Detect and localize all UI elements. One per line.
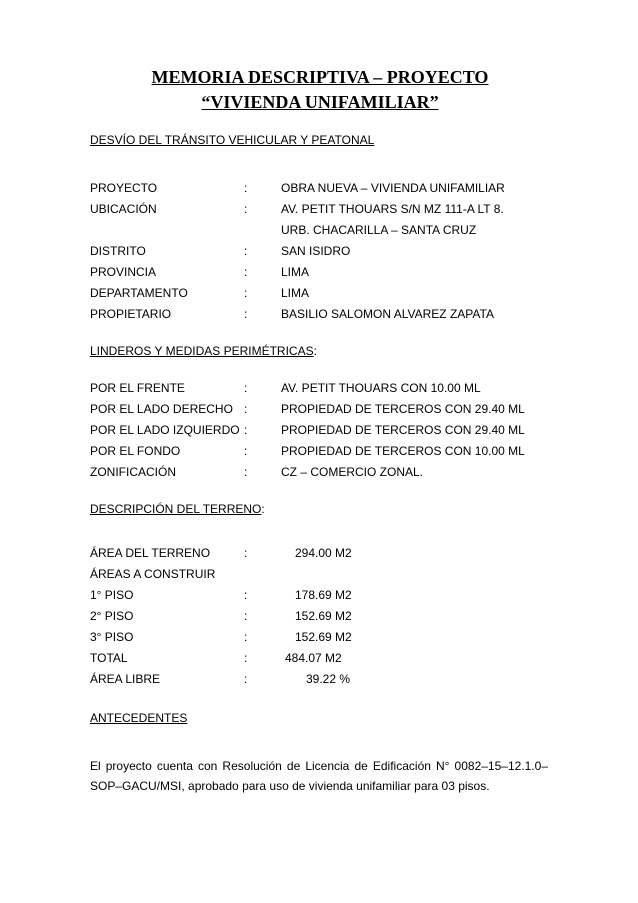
area-label-terreno: ÁREA DEL TERRENO bbox=[90, 546, 211, 560]
area-label-libre: ÁREA LIBRE bbox=[90, 672, 161, 686]
area-label-total: TOTAL bbox=[90, 651, 128, 665]
field-colon: : bbox=[244, 244, 248, 258]
field-value-proyecto: OBRA NUEVA – VIVIENDA UNIFAMILIAR bbox=[281, 181, 505, 195]
area-label-construir: ÁREAS A CONSTRUIR bbox=[90, 567, 216, 581]
section-heading-terreno-text: DESCRIPCIÓN DEL TERRENO bbox=[90, 502, 262, 516]
area-value-libre: 39.22 % bbox=[306, 672, 351, 686]
section-heading-linderos-text: LINDEROS Y MEDIDAS PERIMÉTRICAS bbox=[90, 344, 314, 358]
field-value-ubicacion: AV. PETIT THOUARS S/N MZ 111-A LT 8. bbox=[281, 202, 504, 216]
area-value-total: 484.07 M2 bbox=[285, 651, 342, 665]
field-label-proyecto: PROYECTO bbox=[90, 181, 158, 195]
field-colon: : bbox=[244, 672, 248, 686]
field-value-ubicacion-line-2: URB. CHACARILLA – SANTA CRUZ bbox=[281, 223, 477, 237]
field-colon: : bbox=[244, 402, 248, 416]
section-heading-linderos bbox=[90, 343, 317, 359]
field-value-provincia: LIMA bbox=[281, 265, 310, 279]
area-value-piso-2: 152.69 M2 bbox=[295, 609, 352, 623]
field-colon: : bbox=[244, 546, 248, 560]
field-colon: : bbox=[244, 423, 248, 437]
area-value-piso-3: 152.69 M2 bbox=[295, 630, 352, 644]
field-label-distrito: DISTRITO bbox=[90, 244, 146, 258]
document-title-line-2: “VIVIENDA UNIFAMILIAR” bbox=[201, 92, 439, 112]
field-colon: : bbox=[244, 609, 248, 623]
lindero-value-zonificacion: CZ – COMERCIO ZONAL. bbox=[281, 465, 424, 479]
area-value-piso-1: 178.69 M2 bbox=[295, 588, 352, 602]
area-label-piso-2: 2° PISO bbox=[90, 609, 134, 623]
field-colon: : bbox=[244, 465, 248, 479]
lindero-label-fondo: POR EL FONDO bbox=[90, 444, 181, 458]
lindero-value-izquierdo: PROPIEDAD DE TERCEROS CON 29.40 ML bbox=[281, 423, 525, 437]
field-colon: : bbox=[244, 181, 248, 195]
field-colon: : bbox=[244, 286, 248, 300]
field-value-propietario: BASILIO SALOMON ALVAREZ ZAPATA bbox=[281, 307, 494, 321]
lindero-label-izquierdo: POR EL LADO IZQUIERDO bbox=[90, 423, 240, 437]
lindero-value-derecho: PROPIEDAD DE TERCEROS CON 29.40 ML bbox=[281, 402, 525, 416]
document-title-line-1: MEMORIA DESCRIPTIVA – PROYECTO bbox=[151, 67, 489, 87]
lindero-value-frente: AV. PETIT THOUARS CON 10.00 ML bbox=[281, 381, 481, 395]
field-colon: : bbox=[244, 265, 248, 279]
antecedentes-paragraph: El proyecto cuenta con Resolución de Licencia de Edificación N° 0082–15–12.1.0–SOP–GACU/MSI, aprobado para uso de vivienda unifamiliar para 03 pisos. bbox=[90, 759, 548, 793]
lindero-label-derecho: POR EL LADO DERECHO bbox=[90, 402, 233, 416]
area-label-piso-1: 1° PISO bbox=[90, 588, 134, 602]
field-label-ubicacion: UBICACIÓN bbox=[90, 202, 157, 216]
section-heading-linderos-colon: : bbox=[313, 344, 317, 358]
field-value-distrito: SAN ISIDRO bbox=[281, 244, 351, 258]
field-colon: : bbox=[244, 307, 248, 321]
field-colon: : bbox=[244, 381, 248, 395]
area-value-terreno: 294.00 M2 bbox=[295, 546, 352, 560]
field-value-departamento: LIMA bbox=[281, 286, 310, 300]
field-label-provincia: PROVINCIA bbox=[90, 265, 157, 279]
field-colon: : bbox=[244, 630, 248, 644]
field-colon: : bbox=[244, 588, 248, 602]
section-heading-terreno bbox=[90, 501, 265, 517]
field-label-departamento: DEPARTAMENTO bbox=[90, 286, 188, 300]
section-heading-terreno-colon: : bbox=[261, 502, 265, 516]
area-label-piso-3: 3° PISO bbox=[90, 630, 134, 644]
field-colon: : bbox=[244, 444, 248, 458]
field-colon: : bbox=[244, 651, 248, 665]
section-heading-desvio: DESVÍO DEL TRÁNSITO VEHICULAR Y PEATONAL bbox=[90, 133, 375, 147]
field-label-propietario: PROPIETARIO bbox=[90, 307, 172, 321]
lindero-value-fondo: PROPIEDAD DE TERCEROS CON 10.00 ML bbox=[281, 444, 525, 458]
section-heading-antecedentes: ANTECEDENTES bbox=[90, 711, 188, 725]
lindero-label-zonificacion: ZONIFICACIÓN bbox=[90, 465, 176, 479]
field-colon: : bbox=[244, 202, 248, 216]
lindero-label-frente: POR EL FRENTE bbox=[90, 381, 185, 395]
